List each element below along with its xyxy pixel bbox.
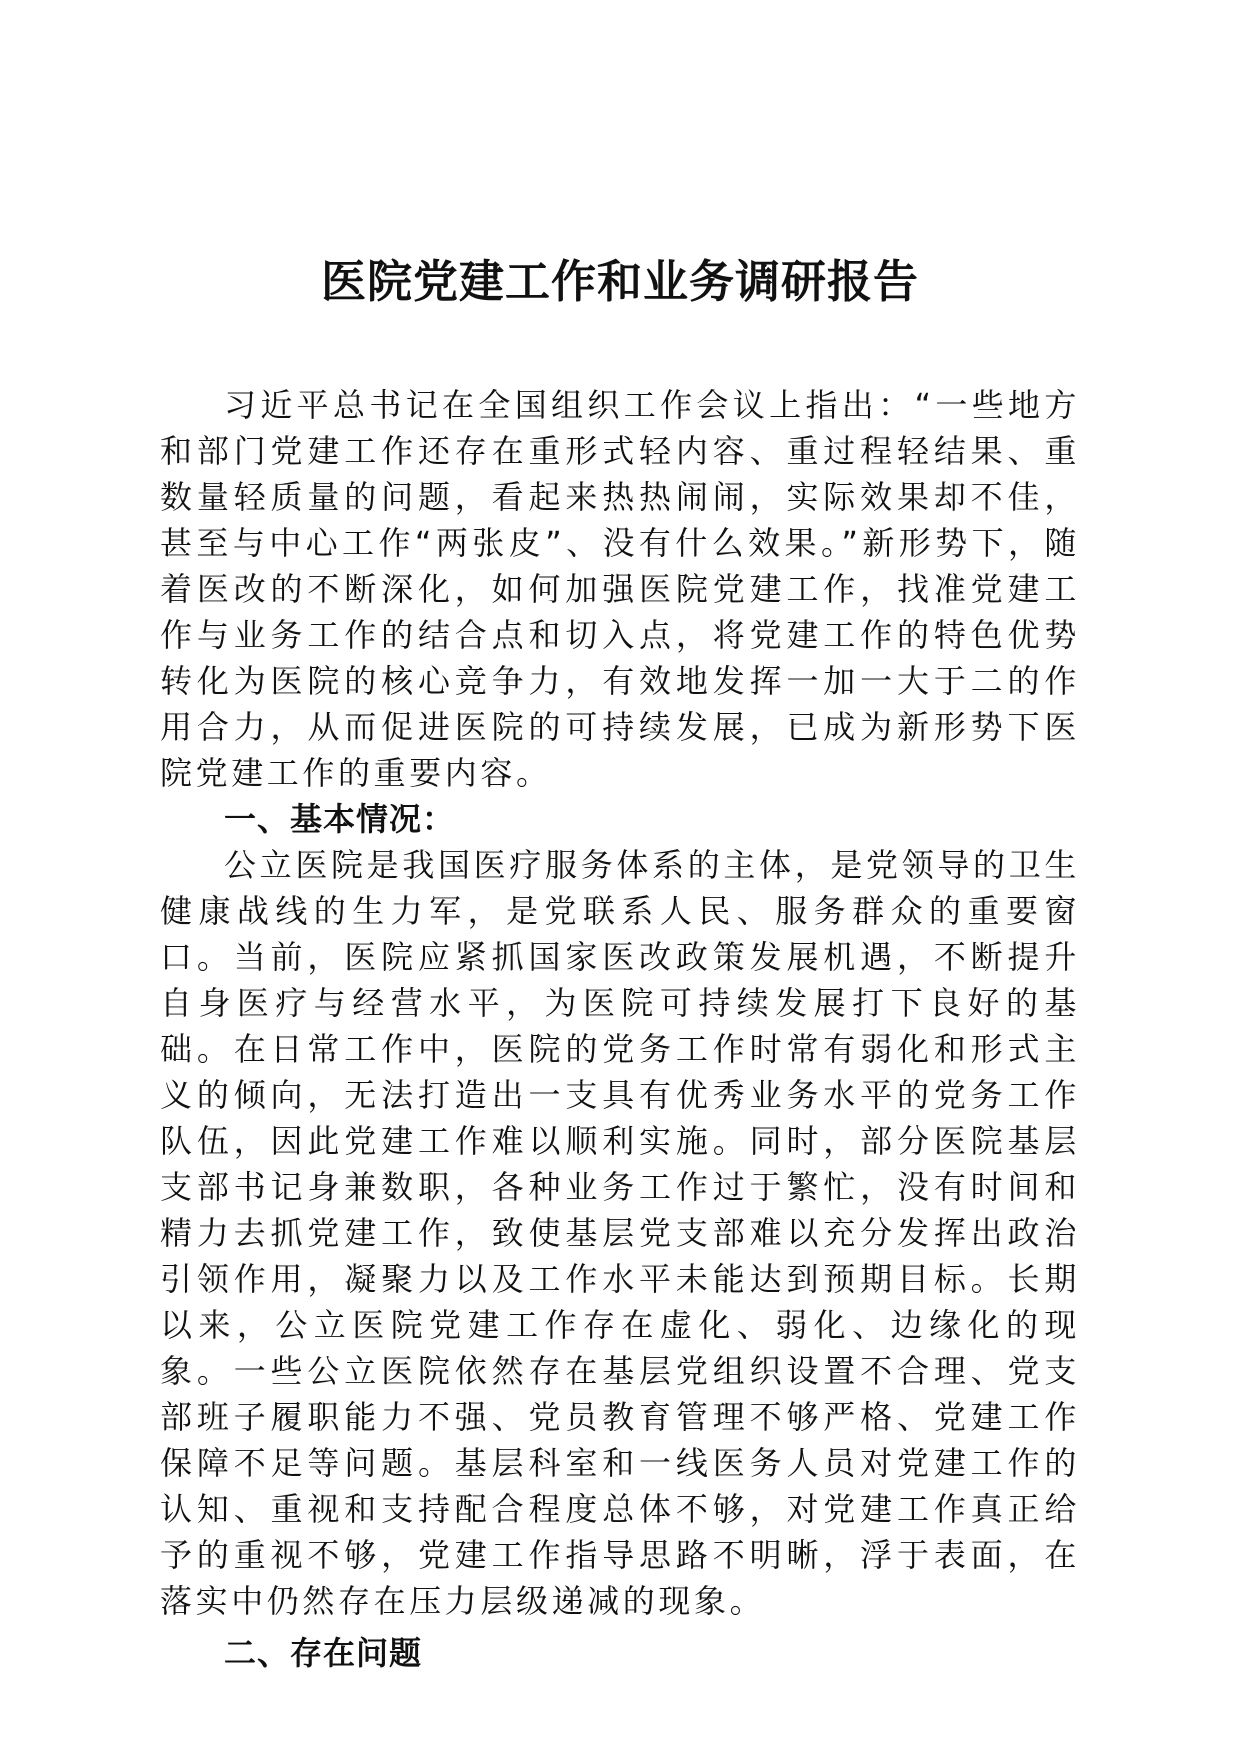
document-body [160, 382, 1080, 1676]
section-heading-basic-situation: 一、基本情况： [224, 800, 456, 838]
section-heading-existing-problems: 二、存在问题 [224, 1634, 423, 1672]
basic-situation-paragraph: 公立医院是我国医疗服务体系的主体，是党领导的卫生健康战线的生力军，是党联系人民、服务群众的重要窗口。当前，医院应紧抓国家医改政策发展机遇，不断提升自身医疗与经营水平，为医院可持续发展打下良好的基础。在日常工作中，医院的党务工作时常有弱化和形式主义的倾向，无法打造出一支具有优秀业务水平的党务工作队伍，因此党建工作难以顺利实施。同时，部分医院基层支部书记身兼数职，各种业务工作过于繁忙，没有时间和精力去抓党建工作，致使基层党支部难以充分发挥出政治引领作用，凝聚力以及工作水平未能达到预期目标。长期以来，公立医院党建工作存在虚化、弱化、边缘化的现象。一些公立医院依然存在基层党组织设置不合理、党支部班子履职能力不强、党员教育管理不够严格、党建工作保障不足等问题。基层科室和一线医务人员对党建工作的认知、重视和支持配合程度总体不够，对党建工作真正给予的重视不够，党建工作指导思路不明晰，浮于表面，在落实中仍然存在压力层级递减的现象。 [160, 846, 1080, 1620]
document-title: 医院党建工作和业务调研报告 [320, 255, 919, 308]
intro-paragraph: 习近平总书记在全国组织工作会议上指出：“一些地方和部门党建工作还存在重形式轻内容、重过程轻结果、重数量轻质量的问题，看起来热热闹闹，实际效果却不佳，甚至与中心工作“两张皮”、没有什么效果。”新形势下，随着医改的不断深化，如何加强医院党建工作，找准党建工作与业务工作的结合点和切入点，将党建工作的特色优势转化为医院的核心竞争力，有效地发挥一加一大于二的作用合力，从而促进医院的可持续发展，已成为新形势下医院党建工作的重要内容。 [160, 386, 1080, 792]
